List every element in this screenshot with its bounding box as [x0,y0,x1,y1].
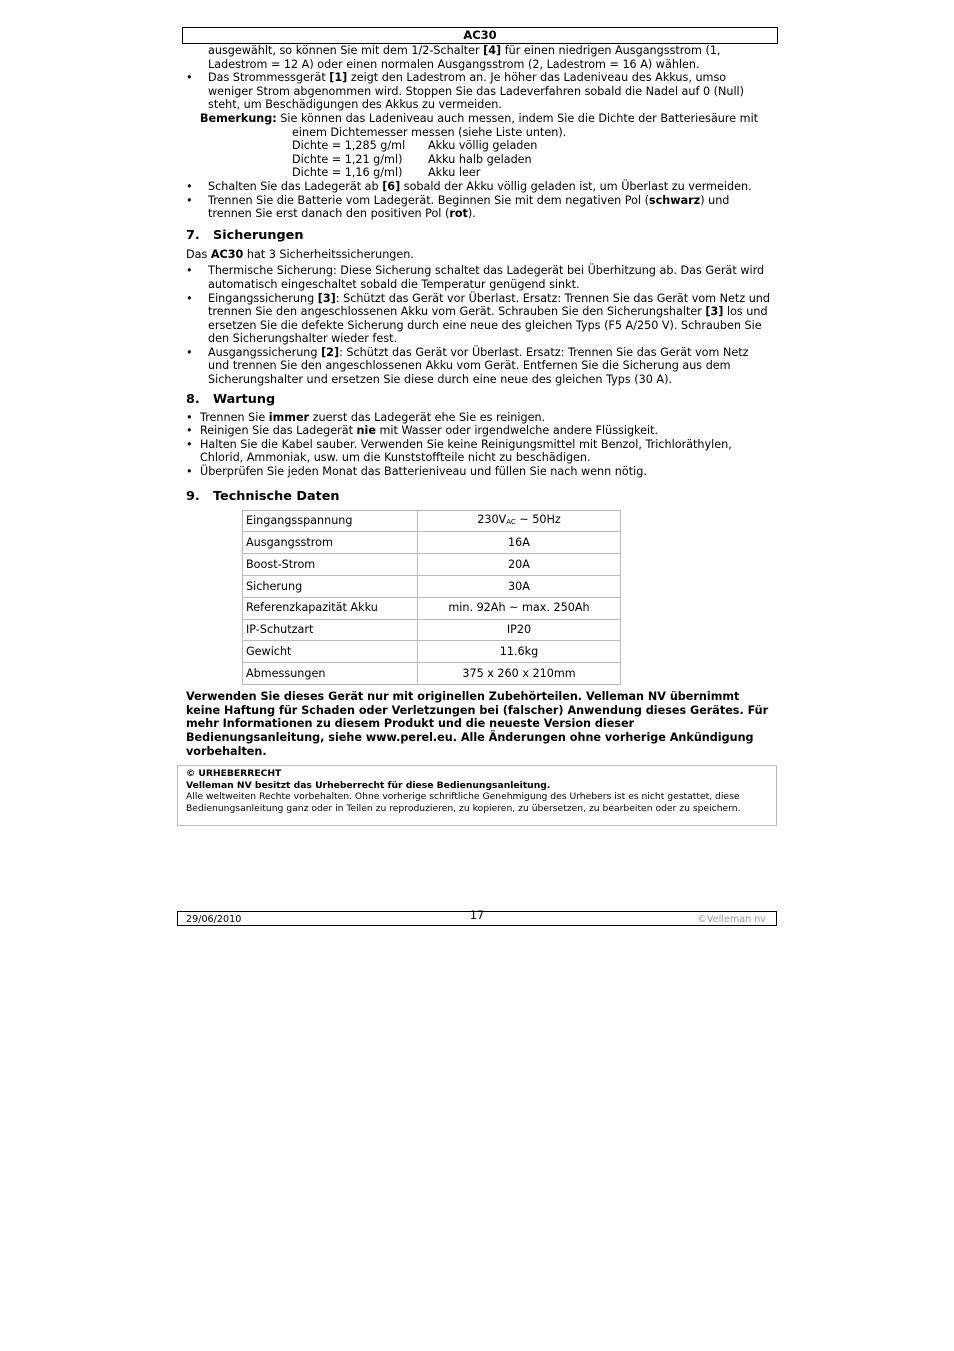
bullet-icon: • [186,71,193,85]
list-item: • Eingangssicherung [3]: Schützt das Gerät vor Überlast. Ersatz: Trennen Sie das Gerät vom Netz und trennen Sie den angeschlossenen Akku vom Gerät. Schrauben Sie den Sicherungshalter [3] los und ersetzen Sie die defekte Sicherung durch eine neue des gleichen Typs (F5 A/250 V). Schrauben Sie den Sicherungshalter wieder fest. [186,291,770,346]
intro-bullets-2 [186,180,770,221]
spec-value: 11.6kg [418,641,621,663]
spec-label: IP-Schutzart [243,619,418,641]
remark-label: Bemerkung: [200,111,277,125]
section-7-intro: Das AC30 hat 3 Sicherheitssicherungen. [186,247,414,261]
bullet-icon: • [186,193,193,207]
list-item: • Thermische Sicherung: Diese Sicherung schaltet das Ladegerät bei Überhitzung ab. Das Gerät wird automatisch eingeschaltet sobald die Temperatur genügend sinkt. [186,264,765,291]
list-item: • Trennen Sie die Batterie vom Ladegerät. Beginnen Sie mit dem negativen Pol (schwarz) und trennen Sie erst danach den positiven Pol (rot). [186,193,730,221]
section-7-heading: 7. Sicherungen [186,227,304,243]
table-row [243,663,621,685]
density-state: Akku völlig geladen [428,139,538,153]
table-row [243,510,621,532]
table-row [243,641,621,663]
spec-value: 16A [418,532,621,554]
spec-value: IP20 [418,619,621,641]
bullet-icon: • [186,291,193,305]
bullet-icon: • [186,437,193,451]
bullet-icon: • [186,410,193,424]
footer-date: 29/06/2010 [186,914,242,925]
header-title: AC30 [463,28,497,42]
density-row [200,166,770,180]
spec-label: Referenzkapazität Akku [243,597,418,619]
spec-label: Abmessungen [243,663,418,685]
density-state: Akku leer [428,166,481,180]
spec-label: Sicherung [243,576,418,598]
copyright-box [177,765,777,826]
spec-value: 375 x 260 x 210mm [418,663,621,685]
section-8-bullets [186,411,770,479]
table-row [243,619,621,641]
section-8-heading: 8. Wartung [186,391,276,407]
table-row [243,554,621,576]
density-row [200,153,770,167]
list-item: • Schalten Sie das Ladegerät ab [6] sobald der Akku völlig geladen ist, um Überlast zu vermeiden. [186,179,752,193]
density-list [200,139,770,180]
spec-value: min. 92Ah ~ max. 250Ah [418,597,621,619]
bullet-icon: • [186,424,193,438]
remark-text: Sie können das Ladeniveau auch messen, indem Sie die Dichte der Batteriesäure mit [280,111,759,125]
spec-label: Boost-Strom [243,554,418,576]
bullet-icon: • [186,179,193,193]
copyright-subtitle: Velleman NV besitzt das Urheberrecht für diese Bedienungsanleitung. [186,779,551,791]
density-value: Dichte = 1,21 g/ml) [292,152,403,166]
list-item: • Trennen Sie immer zuerst das Ladegerät ehe Sie es reinigen. [186,410,546,424]
bullet-icon: • [186,264,193,278]
spec-label: Gewicht [243,641,418,663]
copyright-title: © URHEBERRECHT [186,768,282,779]
list-item: • Reinigen Sie das Ladegerät nie mit Wasser oder irgendwelche andere Flüssigkeit. [186,424,659,438]
spec-value: 30A [418,576,621,598]
spec-table [242,510,621,685]
page-content [186,44,770,759]
remark-block [186,112,770,180]
intro-paragraph-text: ausgewählt, so können Sie mit dem 1/2-Schalter [4] für einen niedrigen Ausgangsstrom (1, Ladestrom = 12 A) oder einen normalen Ausgangsstrom (2, Ladestrom = 16 A) wählen. [208,44,721,71]
disclaimer: Verwenden Sie dieses Gerät nur mit originellen Zubehörteilen. Velleman NV übernimmt keine Haftung für Schaden oder Verletzungen bei (falscher) Anwendung dieses Gerätes. Für mehr Informationen zu diesem Produkt und die neueste Version dieser Bedienungsanleitung, siehe www.perel.eu. Alle Änderungen ohne vorherige Ankündigung vorbehalten. [186,690,769,758]
table-row [243,576,621,598]
table-row [243,532,621,554]
density-row [200,139,770,153]
remark-text-continued: einem Dichtemesser messen (siehe Liste unten). [292,125,567,139]
density-value: Dichte = 1,16 g/ml) [292,166,403,180]
spec-label: Ausgangsstrom [243,532,418,554]
footer-copyright: ©Velleman nv [697,914,766,925]
spec-label: Eingangsspannung [243,510,418,532]
list-item: • Halten Sie die Kabel sauber. Verwenden Sie keine Reinigungsmittel mit Benzol, Trichloräthylen, Chlorid, Ammoniak, usw. um die Kunststoffteile nicht zu beschädigen. [186,437,732,465]
page-footer [177,911,777,926]
page-header [182,27,778,44]
list-item: • Ausgangssicherung [2]: Schützt das Gerät vor Überlast. Ersatz: Trennen Sie das Gerät vom Netz und trennen Sie den angeschlossenen Akku vom Gerät. Entfernen Sie die Sicherung aus dem Sicherungshalter und ersetzen Sie diese durch eine neue des gleichen Typs (30 A). [186,345,749,387]
section-9-heading: 9. Technische Daten [186,488,340,504]
section-7-bullets [186,264,770,386]
copyright-text: Alle weltweiten Rechte vorbehalten. Ohne vorherige schriftliche Genehmigung des Urhebers ist es nicht gestattet, diese Bedienungsanleitung ganz oder in Teilen zu reproduzieren, zu kopieren, zu übersetzen, zu bearbeiten oder zu speichern. [186,791,741,814]
bullet-icon: • [186,345,193,359]
list-item: • Überprüfen Sie jeden Monat das Batterieniveau und füllen Sie nach wenn nötig. [186,465,647,479]
intro-bullets [186,71,770,112]
spec-value: $230V_{AC}$ ~ 50Hz [418,510,621,532]
density-state: Akku halb geladen [428,152,532,166]
list-item: • Das Strommessgerät [1] zeigt den Ladestrom an. Je höher das Ladeniveau des Akkus, umso weniger Strom abgenommen wird. Stoppen Sie das Ladeverfahren sobald die Nadel auf 0 (Null) steht, um Beschädigungen des Akkus zu vermeiden. [186,71,745,112]
intro-paragraph [186,44,770,71]
spec-value: 20A [418,554,621,576]
bullet-icon: • [186,465,193,479]
density-value: Dichte = 1,285 g/ml [292,139,406,153]
page-number: 17 [469,909,485,922]
table-row [243,597,621,619]
